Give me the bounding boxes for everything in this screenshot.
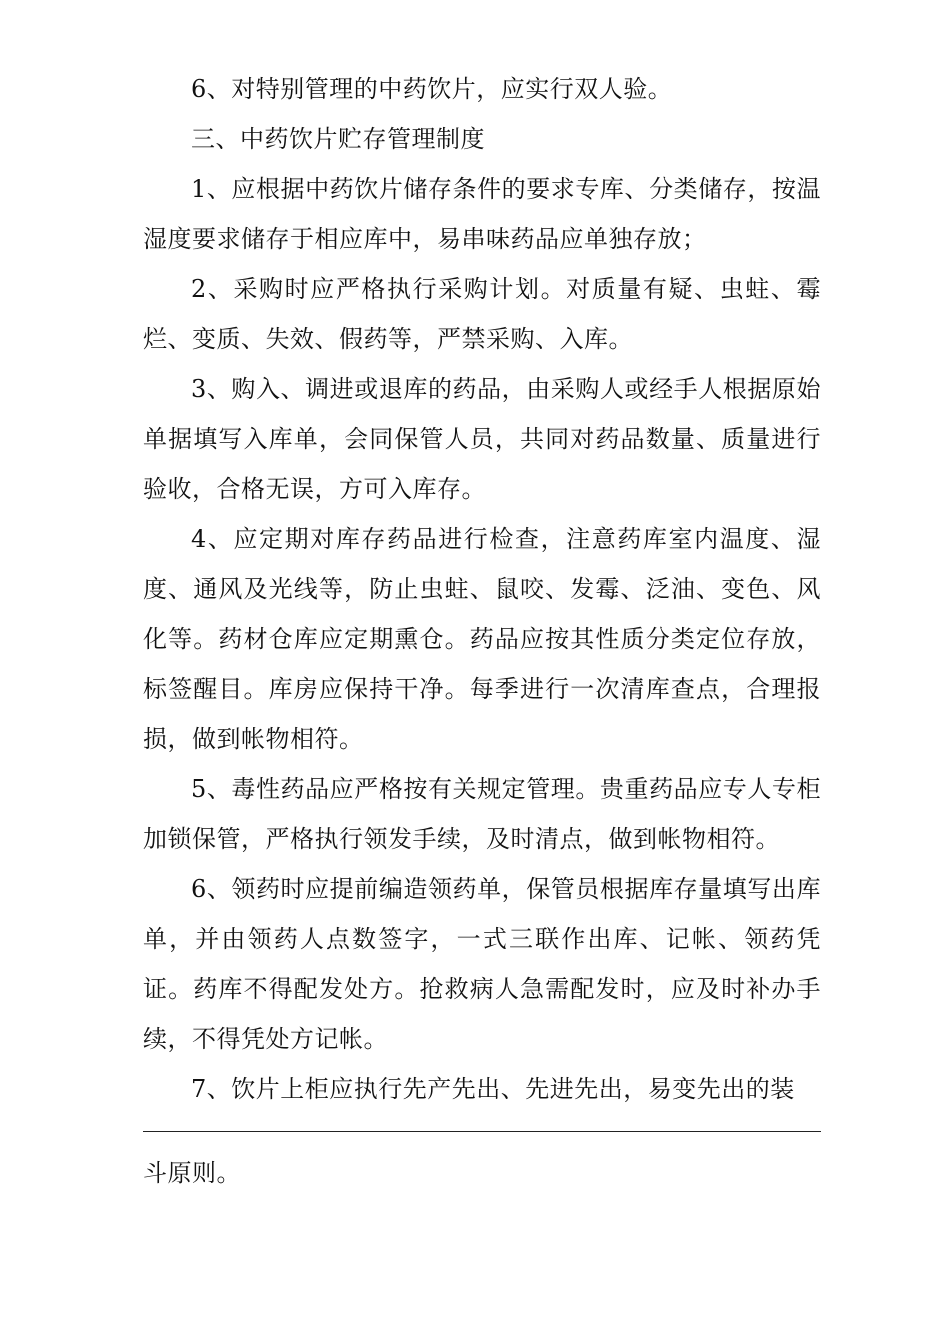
paragraph-item-6: 6、领药时应提前编造领药单，保管员根据库存量填写出库单，并由领药人点数签字，一式三联作出库、记帐、领药凭证。药库不得配发处方。抢救病人急需配发时，应及时补办手续，不得凭处方记帐。 [143, 875, 821, 1053]
document-body [143, 64, 821, 1114]
paragraph-item-4: 4、应定期对库存药品进行检查，注意药库室内温度、湿度、通风及光线等，防止虫蛀、鼠咬、发霉、泛油、变色、风化等。药材仓库应定期熏仓。药品应按其性质分类定位存放，标签醒目。库房应保持干净。每季进行一次清库查点，合理报损，做到帐物相符。 [143, 525, 821, 753]
paragraph-item-1: 1、应根据中药饮片储存条件的要求专库、分类储存，按温湿度要求储存于相应库中，易串味药品应单独存放； [143, 175, 821, 253]
page-divider [143, 1131, 821, 1132]
paragraph-item-7: 7、饮片上柜应执行先产先出、先进先出，易变先出的装 [191, 1075, 795, 1103]
paragraph-item-3: 3、购入、调进或退库的药品，由采购人或经手人根据原始单据填写入库单，会同保管人员，共同对药品数量、质量进行验收，合格无误，方可入库存。 [143, 375, 821, 503]
paragraph-continuation: 斗原则。 [143, 1159, 241, 1187]
paragraph-item-2: 2、采购时应严格执行采购计划。对质量有疑、虫蛀、霉烂、变质、失效、假药等，严禁采购、入库。 [143, 275, 821, 353]
paragraph-item-5: 5、毒性药品应严格按有关规定管理。贵重药品应专人专柜加锁保管，严格执行领发手续，及时清点，做到帐物相符。 [143, 775, 821, 853]
paragraph-storage-inspection-rule: 6、对特别管理的中药饮片，应实行双人验。 [191, 75, 673, 103]
section-heading-storage-management: 三、中药饮片贮存管理制度 [191, 125, 485, 153]
